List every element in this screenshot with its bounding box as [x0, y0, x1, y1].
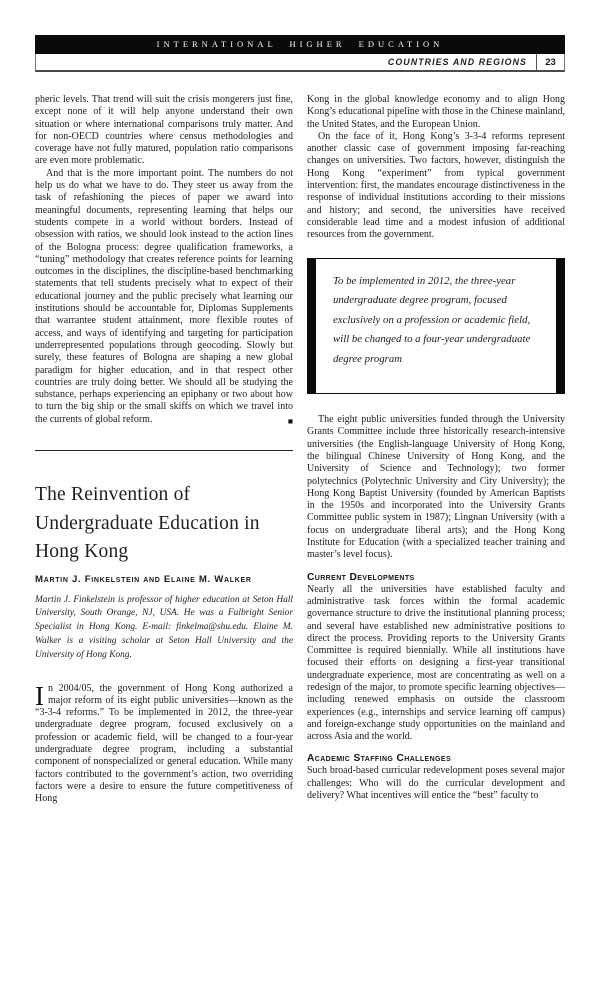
section-label: COUNTRIES AND REGIONS	[387, 57, 527, 67]
paragraph: Nearly all the universities have established faculty and administrative task forces within the formal academic governance structure to drive the institutional planning process; and several have established new administrative positions to direct the process. Providing reports to the University Grants Committee is required biennially. While all institutions have focused their efforts on designing a first-year transitional undergraduate experience, most are concentrating as well on a redesign of the major, to promote specific learning objectives—including renewed emphasis on outside the classroom experiences (e.g., internships and service learning off campus) and foreign-exchange study opportunities on the mainland and across Asia and the world.	[307, 583, 565, 743]
journal-masthead: INTERNATIONAL HIGHER EDUCATION	[35, 35, 565, 54]
header-subrow	[35, 54, 565, 72]
paragraph	[35, 168, 293, 426]
paragraph: Kong in the global knowledge economy and to align Hong Kong’s educational pipeline with those in the Chinese mainland, the United States, and the European Union.	[307, 94, 566, 130]
pull-quote: To be implemented in 2012, the three-year undergraduate degree program, focused exclusively on a profession or academic field, will be changed to a four-year undergraduate degree program	[307, 258, 565, 395]
drop-cap: I	[35, 680, 44, 711]
paragraph-text: And that is the more important point. The numbers do not help us do what we have to do. They steer us away from the task of refashioning the pieces of paper we award into meaningful documents, representing learning that helps our students compete in a world without borders. Instead of obsession with ratios, we should look instead to the action lines of the Bologna process: degree qualification frameworks, a “tuning” methodology that creates reference points for learning outcomes in the disciplines, the discipline-based benchmarking statements that tell students precisely what to expect of their educational journey and the public precisely what learning our institutions should be accountable for, Diplomas Supplements that warrantee student attainment, more flexible routes of access, and ways of identifying and targeting for participation underrepresented populations through geocoding. Slowly but surely, these features of Bologna are shaping a new global paradigm for higher education, and in that respect other countries are truly doing better. We should all be studying the substance, perhaps experiencing an epiphany or two about how to turn the big ship or the small skiffs on which we travel into the currents of global reform.	[35, 167, 293, 425]
left-column	[35, 94, 293, 805]
paragraph: Such broad-based curricular redevelopment poses several major challenges: Who will do the curricular development and delivery? What incentives will entice the “best” faculty to	[307, 765, 565, 802]
page-number: 23	[536, 54, 564, 70]
page-header	[35, 35, 565, 72]
byline: Martin J. Finkelstein and Elaine M. Walker	[35, 573, 252, 585]
paragraph	[35, 680, 293, 806]
paragraph-text: n 2004/05, the government of Hong Kong authorized a major reform of its eight public universities—known as the “3-3-4 reforms.” To be implemented in 2012, the three-year undergraduate degree program, focused exclusively on a profession or academic field, will be changed to a four-year undergraduate degree program, including a substantial component of nonspecialized or general education. While many factors contributed to the government’s action, two overriding factors were a desire to ensure the future competitiveness of Hong	[35, 682, 293, 805]
paragraph: The eight public universities funded through the University Grants Committee include three historically research-intensive universities (the English-language University of Hong Kong, the bilingual Chinese University of Hong Kong, and the University of Science and Technology); two former polytechnics (Polytechnic University and City University); the Hong Kong Baptist University (founded by American Baptists in the 1950s and incorporated into the University Grants Committee public system in 1987); Lingnan University (with a focus on undergraduate liberal arts); and the Hong Kong Institute for Education (with a specialized teacher training and master’s level focus).	[307, 414, 565, 561]
author-bio: Martin J. Finkelstein is professor of higher education at Seton Hall University, South Orange, NJ, USA. He was a Fulbright Senior Specialist in Hong Kong. E-mail: finkelma@shu.edu. Elaine M. Walker is a visiting scholar at Seton Hall University and the University of Hong Kong.	[35, 594, 293, 660]
section-heading: Academic Staffing Challenges	[307, 753, 452, 765]
article-divider	[35, 450, 293, 451]
paragraph: pheric levels. That trend will suit the crisis mongerers just fine, except none of it will help anyone understand their own situation or where international comparisons truly matter. And for non-OECD countries where census methodologies and coverage have not fully matured, population ratio comparisons are even more problematic.	[35, 94, 293, 167]
right-column	[307, 94, 565, 805]
article-title: The Reinvention of Undergraduate Education in Hong Kong	[35, 484, 260, 563]
section-heading: Current Developments	[307, 571, 415, 583]
end-of-article-marker: ■	[287, 415, 293, 426]
paragraph: On the face of it, Hong Kong’s 3-3-4 reforms represent another classic case of government imposing far-reaching changes on universities. Two factors, however, distinguish the Hong Kong “experiment” from typical government intervention: first, the mandates encourage distinctiveness in the response of individual institutions according to their missions and history; and second, the universities have received considerable lead time and a modest infusion of additional resources from the government.	[307, 130, 565, 241]
text-columns	[35, 94, 565, 805]
